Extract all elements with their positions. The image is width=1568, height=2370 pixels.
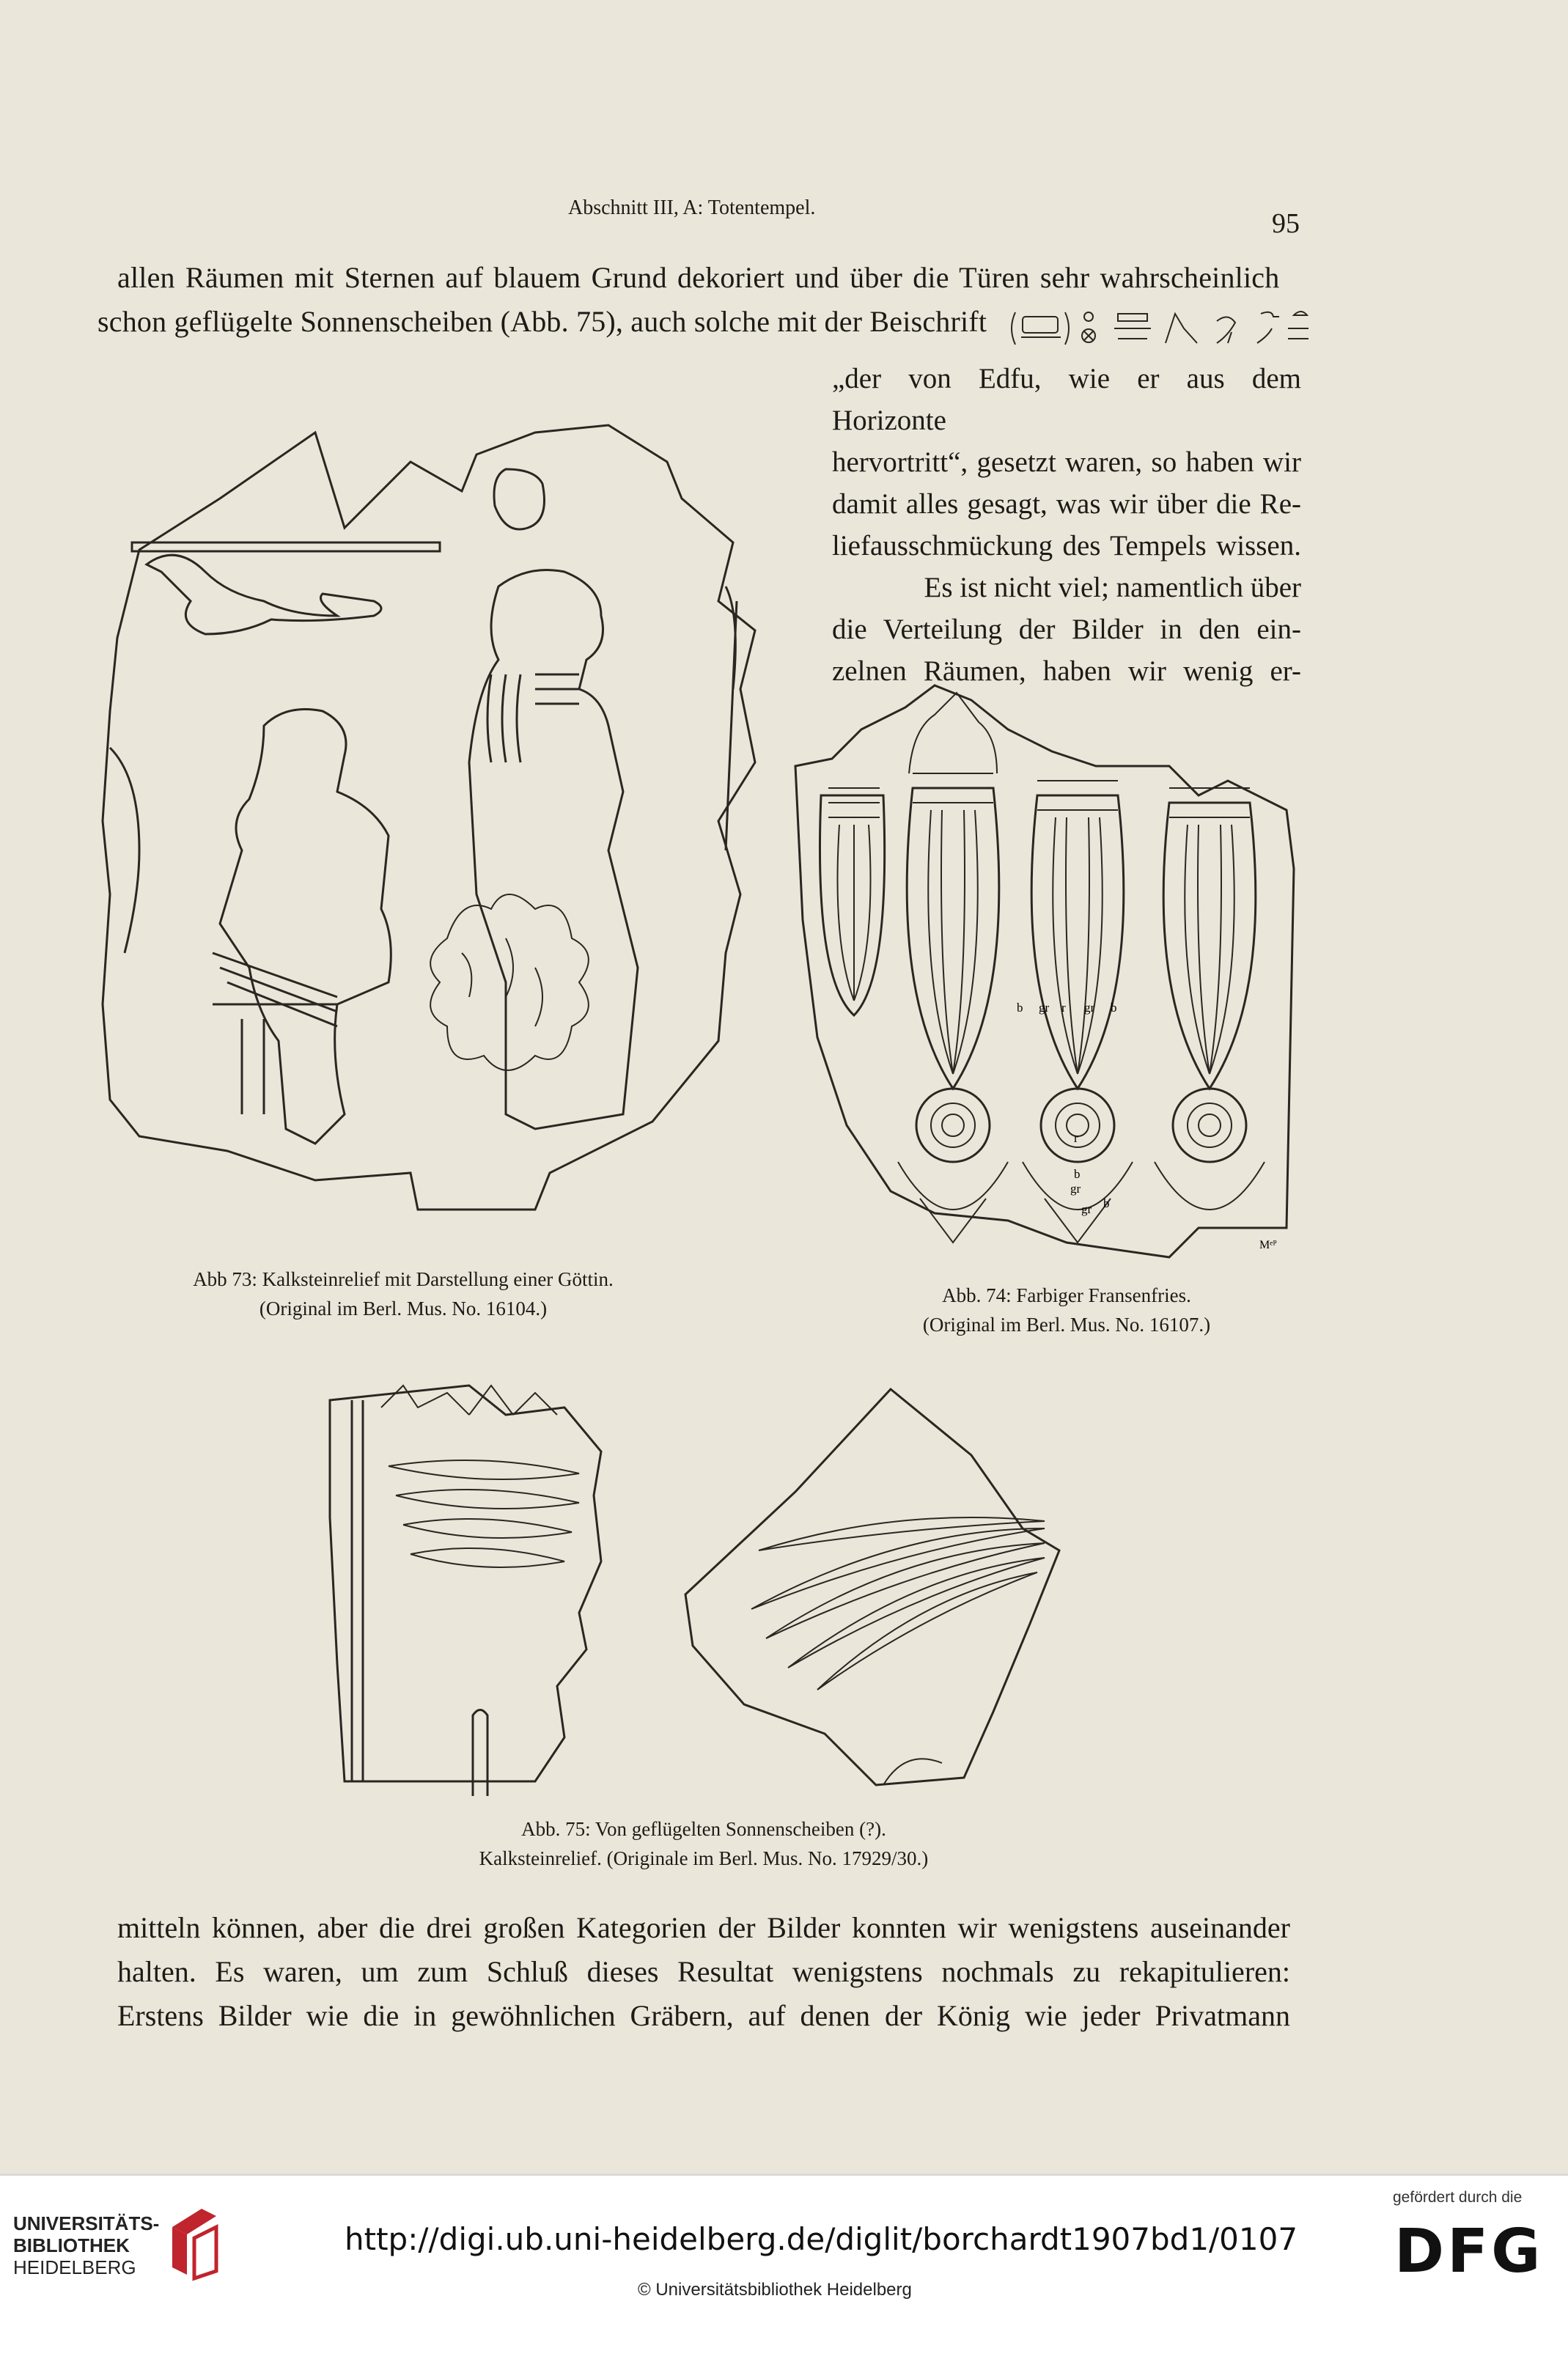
artist-signature: Mᵉᴾ bbox=[1259, 1239, 1277, 1251]
frieze-pendant bbox=[1163, 788, 1256, 1162]
caption-line: (Original im Berl. Mus. No. 16107.) bbox=[922, 1314, 1211, 1336]
caption-line: (Original im Berl. Mus. No. 16104.) bbox=[259, 1298, 548, 1320]
library-name-line: BIBLIOTHEK bbox=[13, 2234, 130, 2256]
body-line: hervortritt“, gesetzt waren, so haben wir bbox=[832, 446, 1301, 478]
body-line: die Verteilung der Bilder in den ein- bbox=[832, 614, 1301, 645]
caption-line: Abb 73: Kalksteinrelief mit Darstellung einer Göttin. bbox=[193, 1268, 614, 1290]
permalink-url[interactable]: http://digi.ub.uni-heidelberg.de/diglit/borchardt1907bd1/0107 bbox=[345, 2221, 1298, 2257]
body-line: halten. Es waren, um zum Schluß dieses Resultat wenigstens nochmals zu rekapitulieren: bbox=[117, 1955, 1290, 1988]
body-line: „der von Edfu, wie er aus dem Horizonte bbox=[832, 363, 1301, 436]
frieze-pendant bbox=[907, 693, 999, 1162]
caption-line: Kalksteinrelief. (Originale im Berl. Mus. No. 17929/30.) bbox=[479, 1847, 929, 1869]
color-label: b bbox=[1103, 1196, 1110, 1210]
color-label: r bbox=[1074, 1131, 1078, 1145]
body-line: allen Räumen mit Sternen auf blauem Grund dekoriert und über die Türen sehr wahrscheinlich bbox=[117, 261, 1280, 294]
color-label: r bbox=[1061, 1001, 1066, 1015]
figure-74-fringe-frieze-drawing bbox=[788, 685, 1301, 1257]
body-line: mitteln können, aber die drei großen Kategorien der Bilder konnten wir wenigstens auseinander bbox=[117, 1911, 1290, 1944]
body-line: Es ist nicht viel; namentlich über bbox=[924, 572, 1301, 603]
library-logo-icon bbox=[165, 2205, 224, 2278]
caption-line: Abb. 74: Farbiger Fransenfries. bbox=[942, 1284, 1191, 1306]
color-label: gr bbox=[1039, 1001, 1050, 1015]
library-name-line: HEIDELBERG bbox=[13, 2256, 136, 2278]
figure-75-left-fragment-drawing bbox=[323, 1371, 623, 1796]
figure-75-right-fragment-drawing bbox=[678, 1382, 1103, 1792]
body-line: Erstens Bilder wie die in gewöhnlichen Gräbern, auf denen der König wie jeder Privatmann bbox=[117, 1999, 1290, 2032]
digitization-footer bbox=[0, 2174, 1568, 2370]
body-line: damit alles gesagt, was wir über die Re- bbox=[832, 488, 1301, 520]
funding-text: gefördert durch die bbox=[1393, 2189, 1523, 2206]
caption-line: Abb. 75: Von geflügelten Sonnenscheiben (?). bbox=[521, 1818, 886, 1840]
body-line: liefausschmückung des Tempels wissen. bbox=[832, 530, 1301, 562]
hieroglyph-inscription bbox=[1008, 306, 1308, 350]
figure-73-caption bbox=[125, 1265, 682, 1323]
figure-74-caption bbox=[861, 1281, 1272, 1339]
running-title: Abschnitt III, A: Totentempel. bbox=[568, 196, 816, 219]
color-label: b bbox=[1017, 1001, 1023, 1015]
color-label: gr bbox=[1084, 1001, 1095, 1015]
bottom-text-block bbox=[117, 1906, 1290, 2038]
frieze-pendant bbox=[1031, 781, 1124, 1162]
page-number: 95 bbox=[1272, 208, 1300, 239]
dfg-logo: DFG bbox=[1394, 2217, 1544, 2286]
color-label: gr bbox=[1081, 1202, 1092, 1216]
library-name bbox=[13, 2212, 159, 2278]
figure-75-caption bbox=[396, 1814, 1012, 1873]
body-line: schon geflügelte Sonnenscheiben (Abb. 75), auch solche mit der Beischrift bbox=[97, 305, 987, 338]
color-label: b bbox=[1074, 1167, 1081, 1181]
right-text-column bbox=[832, 358, 1301, 692]
copyright-notice: © Universitätsbibliothek Heidelberg bbox=[638, 2280, 912, 2300]
color-label: b bbox=[1111, 1001, 1117, 1015]
color-label: gr bbox=[1070, 1182, 1081, 1196]
figure-73-relief-drawing bbox=[95, 381, 828, 1246]
library-name-line: UNIVERSITÄTS- bbox=[13, 2212, 160, 2234]
frieze-pendant bbox=[820, 788, 884, 1015]
body-line: zelnen Räumen, haben wir wenig er- bbox=[832, 655, 1301, 687]
